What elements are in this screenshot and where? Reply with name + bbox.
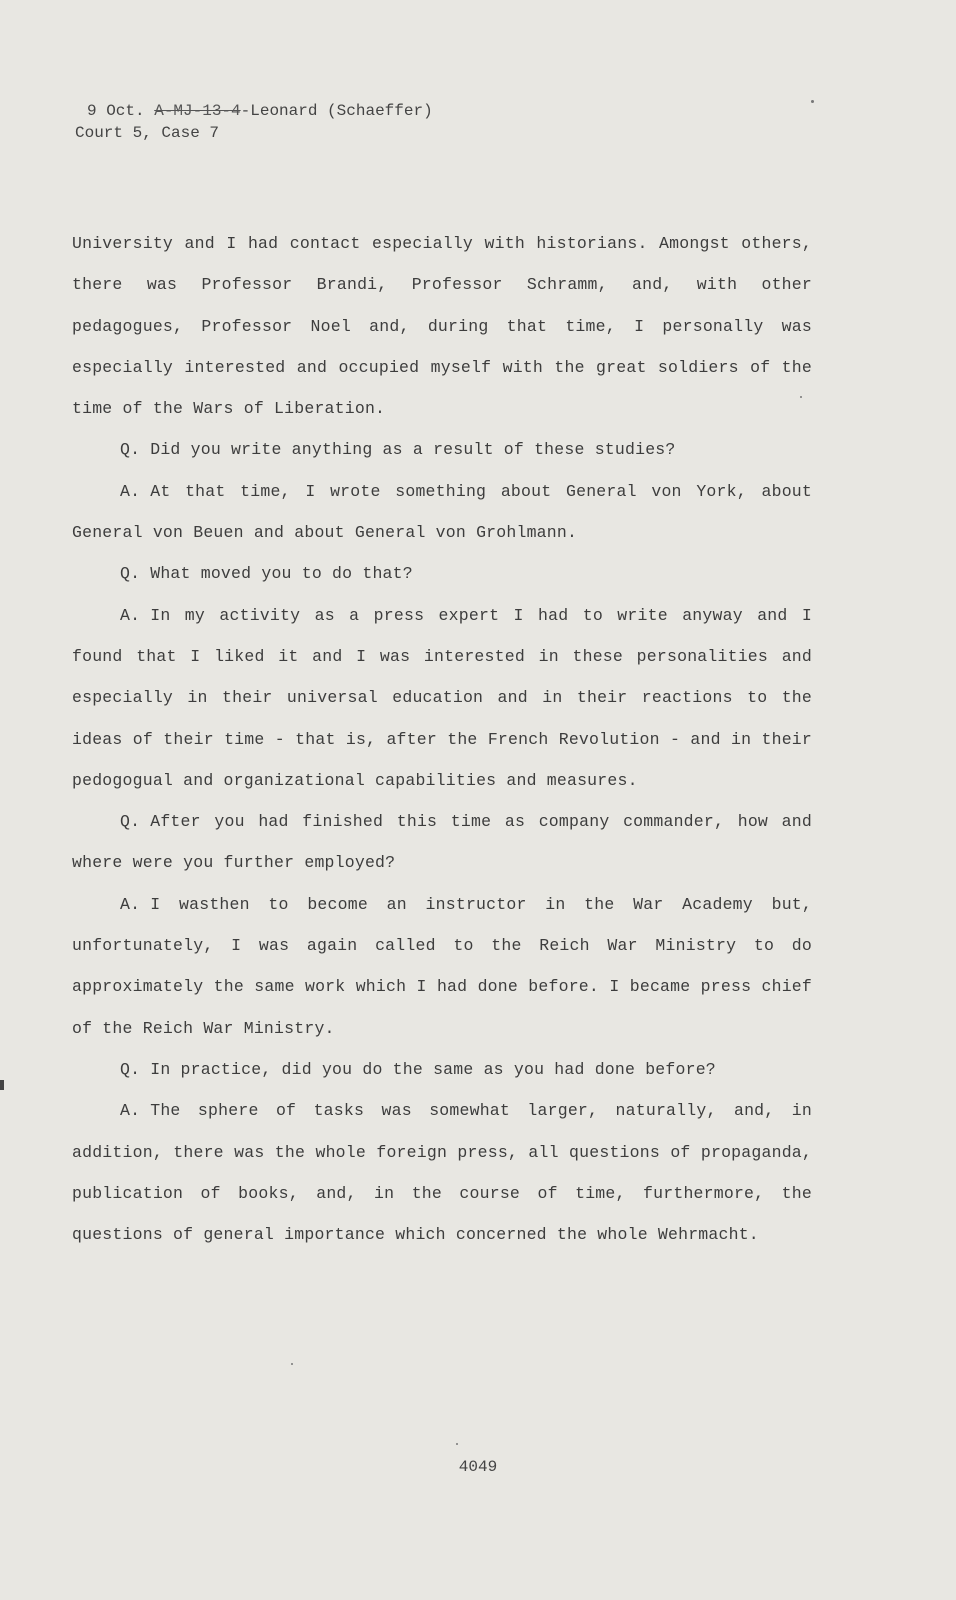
page-number: 4049 bbox=[458, 1458, 498, 1476]
answer-label: A. bbox=[120, 605, 141, 625]
question-label: Q. bbox=[120, 812, 141, 832]
header-court-case: Court 5, Case 7 bbox=[75, 124, 220, 142]
header-date-line bbox=[75, 100, 433, 122]
question-label: Q. bbox=[120, 564, 141, 584]
paper-speck bbox=[291, 1363, 293, 1365]
paper-speck bbox=[811, 100, 814, 103]
question-text: What moved you to do that? bbox=[150, 564, 413, 584]
binding-mark bbox=[0, 1080, 4, 1090]
transcript-question bbox=[72, 553, 812, 594]
answer-text: I wasthen to become an instructor in the War Academy but, unfortunately, I was again called to the Reich War Ministry to do approximately the same work which I had done before. I became press chief of the Reich War Ministry. bbox=[72, 894, 812, 1038]
answer-text: The sphere of tasks was somewhat larger, naturally, and, in addition, there was the whole foreign press, all questions of propaganda, publication of books, and, in the course of time, furthermore, the questions of general importance which concerned the whole Wehrmacht. bbox=[72, 1101, 812, 1245]
transcript-paragraph bbox=[72, 223, 812, 429]
header-witness-name: -Leonard (Schaeffer) bbox=[240, 102, 433, 120]
answer-label: A. bbox=[120, 1101, 141, 1121]
question-label: Q. bbox=[120, 1059, 141, 1079]
question-text: Did you write anything as a result of these studies? bbox=[150, 440, 676, 460]
answer-text: At that time, I wrote something about General von York, about General von Beuen and about General von Grohlmann. bbox=[72, 481, 812, 543]
answer-label: A. bbox=[120, 894, 141, 914]
transcript-question bbox=[72, 801, 812, 884]
question-label: Q. bbox=[120, 440, 141, 460]
question-text: After you had finished this time as company commander, how and where were you further employed? bbox=[72, 812, 812, 873]
document-header bbox=[75, 100, 433, 144]
transcript-answer bbox=[72, 595, 812, 801]
question-text: In practice, did you do the same as you had done before? bbox=[150, 1059, 716, 1079]
header-struck-code: A-MJ-13-4 bbox=[154, 102, 241, 120]
paper-speck bbox=[456, 1443, 458, 1445]
header-date: 9 Oct. bbox=[87, 102, 145, 120]
transcript-question bbox=[72, 1049, 812, 1090]
transcript-question bbox=[72, 429, 812, 470]
answer-label: A. bbox=[120, 481, 141, 501]
transcript-answer bbox=[72, 1090, 812, 1255]
transcript-body bbox=[72, 223, 812, 1255]
answer-text: In my activity as a press expert I had to write anyway and I found that I liked it and I was interested in these personalities and especially in their universal education and in their reactions to the ideas of their time - that is, after the French Revolution - and in their pedogogual and organizational capabilities and measures. bbox=[72, 605, 812, 790]
transcript-answer bbox=[72, 884, 812, 1049]
transcript-answer bbox=[72, 471, 812, 554]
paper-speck bbox=[800, 396, 802, 398]
paragraph-text: University and I had contact especially with historians. Amongst others, there was Professor Brandi, Professor Schramm, and, with other pedagogues, Professor Noel and, during that time, I personally was especially interested and occupied myself with the great soldiers of the time of the Wars of Liberation. bbox=[72, 234, 812, 419]
